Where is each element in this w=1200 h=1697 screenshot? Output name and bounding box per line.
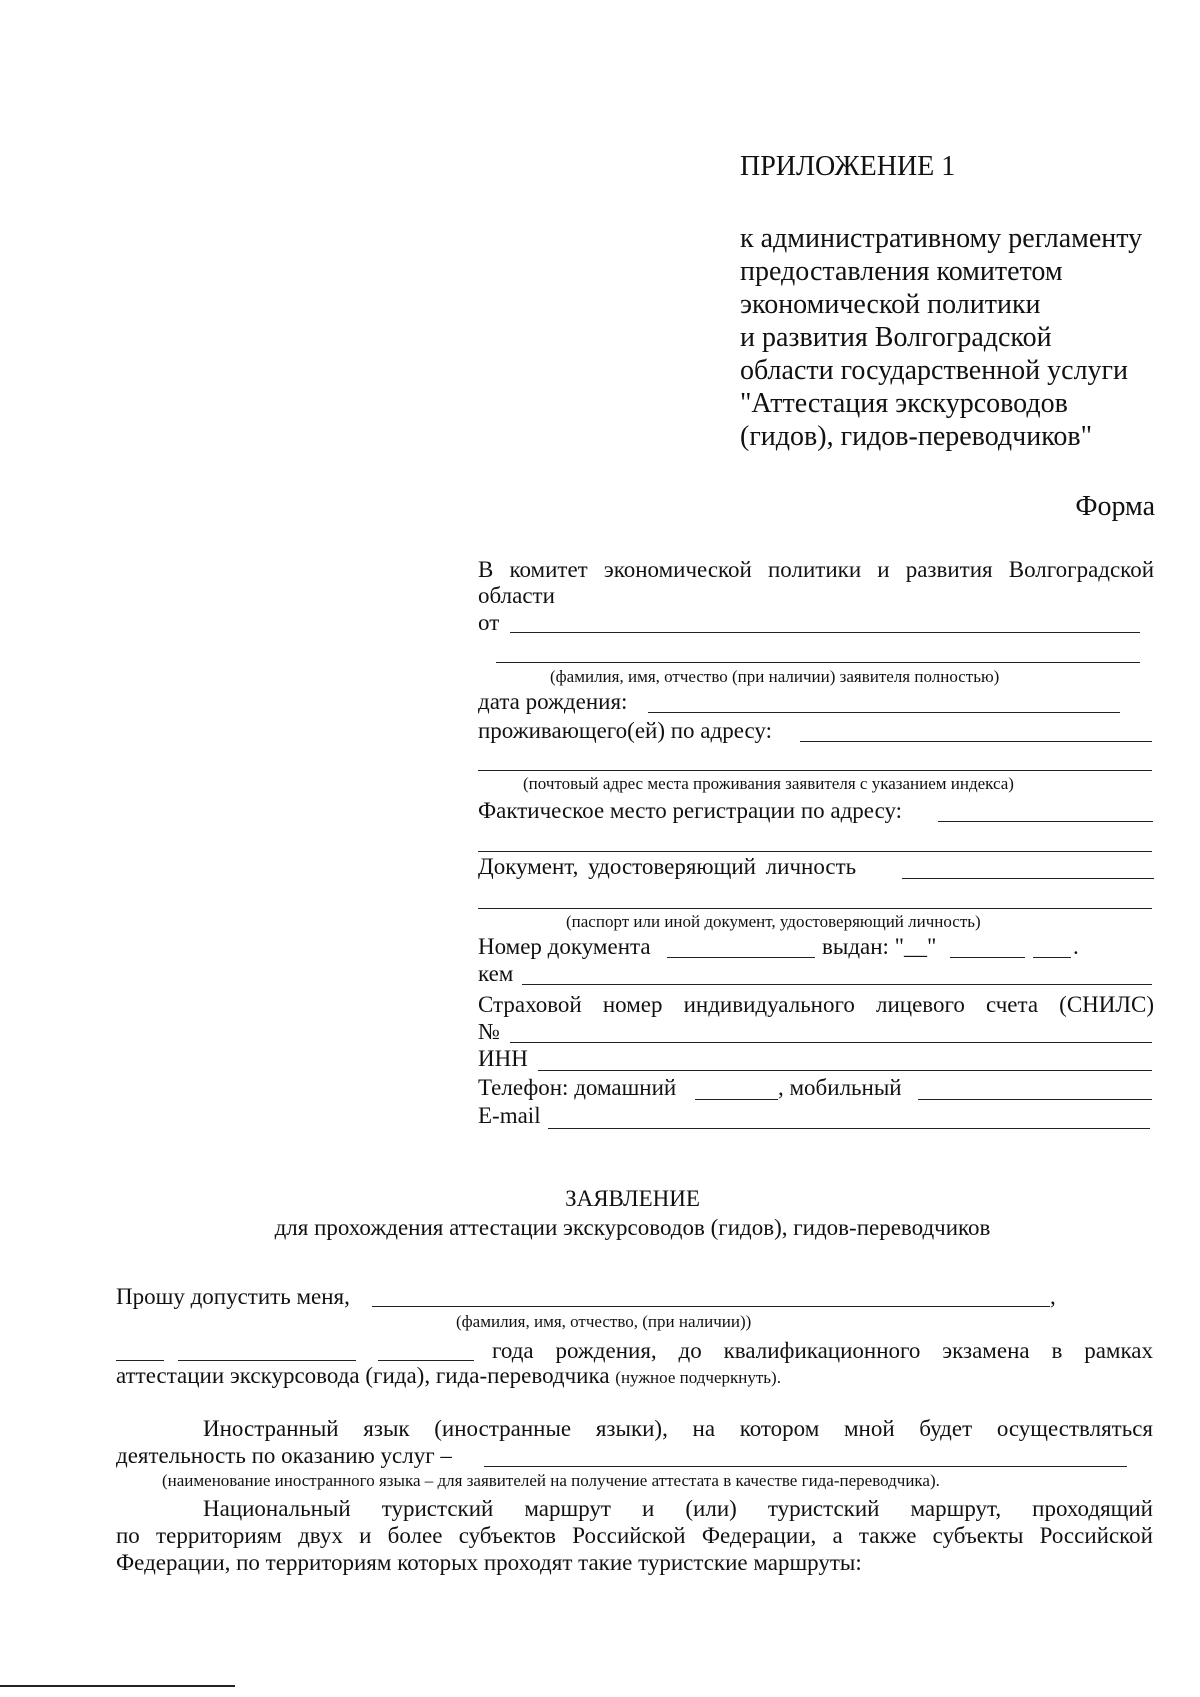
- lang-hint: (наименование иностранного языка – для заявителей на получение аттестата в качестве гида-переводчика).: [162, 1471, 940, 1490]
- address-field-line[interactable]: [800, 741, 1152, 742]
- from-field-line-2[interactable]: [496, 662, 1140, 663]
- appendix-line: области государственной услуги: [740, 355, 1129, 386]
- footnote-rule: [0, 1685, 235, 1687]
- id-doc-hint: (паспорт или иной документ, удостоверяющий личность): [566, 912, 981, 931]
- recipient-line: области: [478, 583, 555, 608]
- phone-mobile-field-line[interactable]: [918, 1099, 1152, 1100]
- appendix-line: экономической политики: [740, 289, 1041, 320]
- recipient-line: В комитет экономической политики и развития Волгоградской: [478, 557, 1154, 582]
- issued-label: выдан: "__": [822, 934, 937, 959]
- phone-home-field-line[interactable]: [695, 1099, 778, 1100]
- inn-label: ИНН: [478, 1046, 528, 1071]
- issued-tail: .: [1073, 934, 1079, 959]
- route-line-2: по территориям двух и более субъектов Российской Федерации, а также субъекты Российской: [116, 1523, 1153, 1548]
- lang-line-2: деятельность по оказанию услуг –: [116, 1443, 452, 1468]
- birth-field-line[interactable]: [648, 712, 1120, 713]
- lang-line-1: Иностранный язык (иностранные языки), на котором мной будет осуществляться: [203, 1416, 1153, 1441]
- admit-comma: ,: [1050, 1284, 1056, 1309]
- id-doc-field-line-2[interactable]: [478, 908, 1152, 909]
- actual-reg-field-line-2[interactable]: [478, 851, 1152, 852]
- issued-year-line[interactable]: [1033, 957, 1071, 958]
- email-label: E-mail: [478, 1103, 541, 1128]
- postal-hint: (почтовый адрес места проживания заявителя с указанием индекса): [523, 774, 1014, 793]
- address-label: проживающего(ей) по адресу:: [478, 718, 772, 743]
- appendix-line: (гидов), гидов-переводчиков": [740, 421, 1093, 452]
- route-line-3: Федерации, по территориям которых проходят такие туристские маршруты:: [116, 1550, 862, 1575]
- id-doc-label: Документ, удостоверяющий личность: [478, 854, 857, 879]
- admit-fio-hint: (фамилия, имя, отчество, (при наличии)): [456, 1312, 752, 1331]
- birth-month-line[interactable]: [178, 1360, 356, 1361]
- appendix-line: к административному регламенту: [740, 223, 1143, 254]
- doc-number-label: Номер документа: [478, 934, 651, 959]
- email-field-line[interactable]: [548, 1128, 1150, 1129]
- number-sign: №: [478, 1019, 500, 1044]
- appendix-line: "Аттестация экскурсоводов: [740, 388, 1068, 419]
- attest-line: [116, 1362, 781, 1389]
- snils-field-line[interactable]: [510, 1042, 1152, 1043]
- actual-reg-field-line[interactable]: [938, 821, 1153, 822]
- lang-field-line[interactable]: [484, 1466, 1127, 1467]
- inn-field-line[interactable]: [538, 1070, 1152, 1071]
- statement-title: ЗАЯВЛЕНИЕ: [565, 1186, 700, 1211]
- birth-year-line[interactable]: [378, 1360, 474, 1361]
- birth-text: года рождения, до квалификационного экзамена в рамках: [492, 1338, 1153, 1363]
- appendix-line: предоставления комитетом: [740, 256, 1063, 287]
- doc-number-field-line[interactable]: [667, 957, 815, 958]
- address-field-line-2[interactable]: [478, 770, 1152, 771]
- admit-fio-field-line[interactable]: [372, 1306, 1050, 1307]
- form-label: Форма: [1075, 491, 1155, 522]
- by-field-line[interactable]: [522, 984, 1152, 985]
- fio-hint: (фамилия, имя, отчество (при наличии) заявителя полностью): [550, 667, 1000, 686]
- statement-subtitle: для прохождения аттестации экскурсоводов (гидов), гидов-переводчиков: [274, 1215, 991, 1240]
- underline-hint: (нужное подчеркнуть).: [615, 1368, 781, 1387]
- id-doc-field-line[interactable]: [902, 878, 1154, 879]
- appendix-line: и развития Волгоградской: [740, 322, 1052, 353]
- phone-home-label: Телефон: домашний: [478, 1075, 677, 1100]
- issued-month-line[interactable]: [950, 957, 1025, 958]
- from-label: от: [478, 610, 500, 635]
- snils-label: Страховой номер индивидуального лицевого счета (СНИЛС): [478, 992, 1154, 1017]
- by-label: кем: [478, 961, 514, 986]
- appendix-text: [740, 222, 1142, 453]
- attest-text: аттестации экскурсовода (гида), гида-переводчика: [116, 1363, 610, 1388]
- from-field-line[interactable]: [510, 632, 1140, 633]
- birth-day-line[interactable]: [116, 1360, 164, 1361]
- route-line-1: Национальный туристский маршрут и (или) туристский маршрут, проходящий: [203, 1496, 1153, 1521]
- birth-label: дата рождения:: [478, 689, 628, 714]
- phone-mobile-label: , мобильный: [778, 1075, 902, 1100]
- admit-label: Прошу допустить меня,: [116, 1284, 350, 1309]
- appendix-title: ПРИЛОЖЕНИЕ 1: [740, 151, 956, 182]
- actual-reg-label: Фактическое место регистрации по адресу:: [478, 798, 903, 823]
